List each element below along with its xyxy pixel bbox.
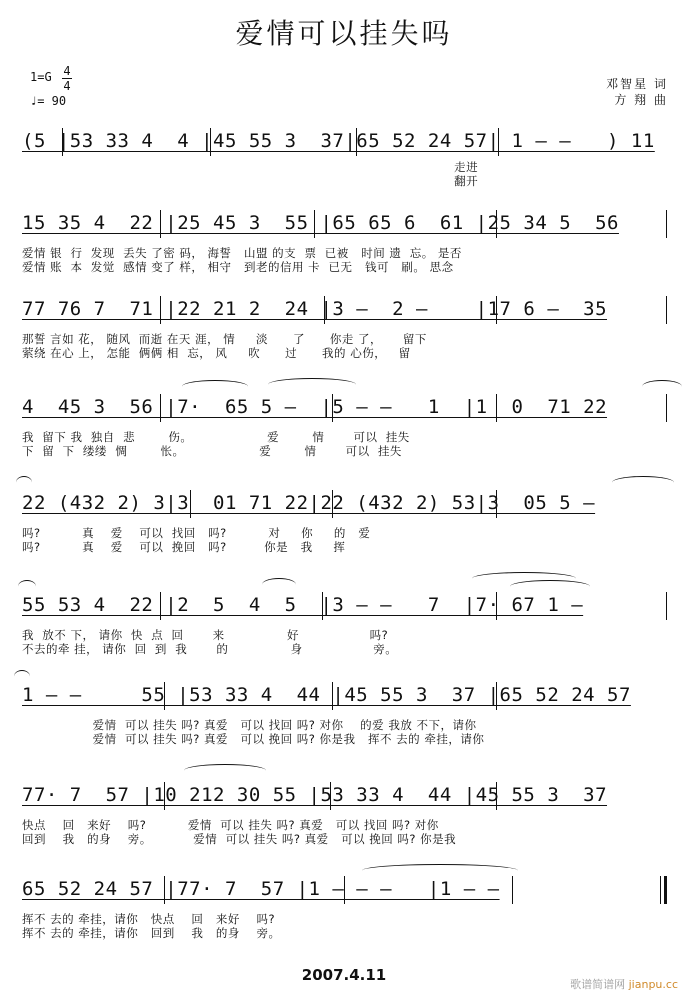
song-title: 爱情可以挂失吗 (235, 17, 453, 50)
slur (642, 380, 682, 393)
barline (666, 296, 667, 324)
watermark-site: 歌谱简谱网 (570, 978, 626, 991)
slur (182, 380, 248, 393)
time-signature (62, 64, 72, 93)
notation-line: 4 45 3 56 |7· 65 5 – |5 – – 1 |1 0 71 22 (22, 396, 608, 418)
watermark (570, 976, 678, 992)
lyric-verse-1: 爱情 银 行 发现 丢失 了密 码， 海誓 山盟 的支 票 已被 时间 遗 忘。 是否 (22, 246, 462, 260)
lyric-verse-1: 我 留下 我 独自 悲 伤。 爱 情 可以 挂失 (22, 430, 410, 444)
notation-line: (5 |53 33 4 4 |45 55 3 37|65 52 24 57| 1 – – ) 11 (22, 130, 655, 152)
lyric-verse-2: 挥不 去的 牵挂，请你 回到 我 的身 旁。 (22, 926, 281, 940)
notation-line: 77 76 7 71 |22 21 2 24 |3 – 2 – |17 6 – 35 (22, 298, 608, 320)
slur (184, 764, 266, 777)
slur (268, 378, 356, 391)
lyric-verse-2: 爱情 可以 挂失 吗? 真爱 可以 挽回 吗? 你是我 挥不 去的 牵挂，请你 (22, 732, 485, 746)
barline (666, 394, 667, 422)
slur (262, 578, 296, 591)
barline (666, 210, 667, 238)
barline (666, 592, 667, 620)
lyric-verse-2: 下 留 下 缕缕 惆 怅。 爱 情 可以 挂失 (22, 444, 402, 458)
lyric-verse-1: 吗? 真 爱 可以 找回 吗? 对 你 的 爱 (22, 526, 371, 540)
lyric-verse-2: 吗? 真 爱 可以 挽回 吗? 你是 我 挥 (22, 540, 346, 554)
notation-line: 1 – – 55 |53 33 4 44 |45 55 3 37 |65 52 24 57 (22, 684, 631, 706)
lyricist-credit: 邓智星 词 (606, 77, 668, 91)
lyric-verse-2: 萦绕 在心 上， 怎能 俩俩 相 忘， 风 吹 过 我的 心伤， 留 (22, 346, 411, 360)
lyric-verse-1: 挥不 去的 牵挂，请你 快点 回 来好 吗? (22, 912, 276, 926)
notation-line: 77· 7 57 |10 212 30 55 |53 33 4 44 |45 55 3 37 (22, 784, 608, 806)
date-stamp: 2007.4.11 (301, 966, 387, 984)
lyric-verse-1: 快点 回 来好 吗? 爱情 可以 挂失 吗? 真爱 可以 找回 吗? 对你 (22, 818, 439, 832)
notation-line: 22 (432 2) 3|3 01 71 22|22 (432 2) 53|3 05 5 – (22, 492, 596, 514)
lyric-verse-2: 回到 我 的身 旁。 爱情 可以 挂失 吗? 真爱 可以 挽回 吗? 你是我 (22, 832, 457, 846)
lyric-verse-2: 不去的牵 挂， 请你 回 到 我 的 身 旁。 (22, 642, 398, 656)
lyric-verse-1: 走进 (22, 160, 479, 174)
notation-line: 15 35 4 22 |25 45 3 55 |65 65 6 61 |25 34 5 56 (22, 212, 619, 234)
lyric-verse-1: 我 放不 下， 请你 快 点 回 来 好 吗? (22, 628, 389, 642)
slur (612, 476, 674, 489)
meter-bottom: 4 (63, 79, 71, 93)
key-signature: 1=G (30, 70, 52, 84)
composer-credit: 方 翔 曲 (614, 93, 668, 107)
lyric-verse-1: 那誓 言如 花， 随风 而逝 在天 涯， 情 淡 了 你走 了， 留下 (22, 332, 427, 346)
lyric-verse-1: 爱情 可以 挂失 吗? 真爱 可以 找回 吗? 对你 的爱 我放 不下，请你 (22, 718, 477, 732)
credits (606, 76, 668, 108)
watermark-url: jianpu.cc (628, 978, 678, 991)
lyric-verse-2: 爱情 账 本 发觉 感情 变了 样， 相守 到老的信用 卡 已无 钱可 刷。 思念 (22, 260, 454, 274)
lyric-verse-2: 翻开 (22, 174, 479, 188)
notation-line: 65 52 24 57 |77· 7 57 |1 – – – |1 – – (22, 878, 500, 900)
slur (16, 476, 32, 489)
meter-top: 4 (63, 64, 71, 78)
tempo-marking: ♩= 90 (30, 94, 67, 108)
notation-line: 55 53 4 22 |2 5 4 5 |3 – – 7 |7· 67 1 – (22, 594, 584, 616)
